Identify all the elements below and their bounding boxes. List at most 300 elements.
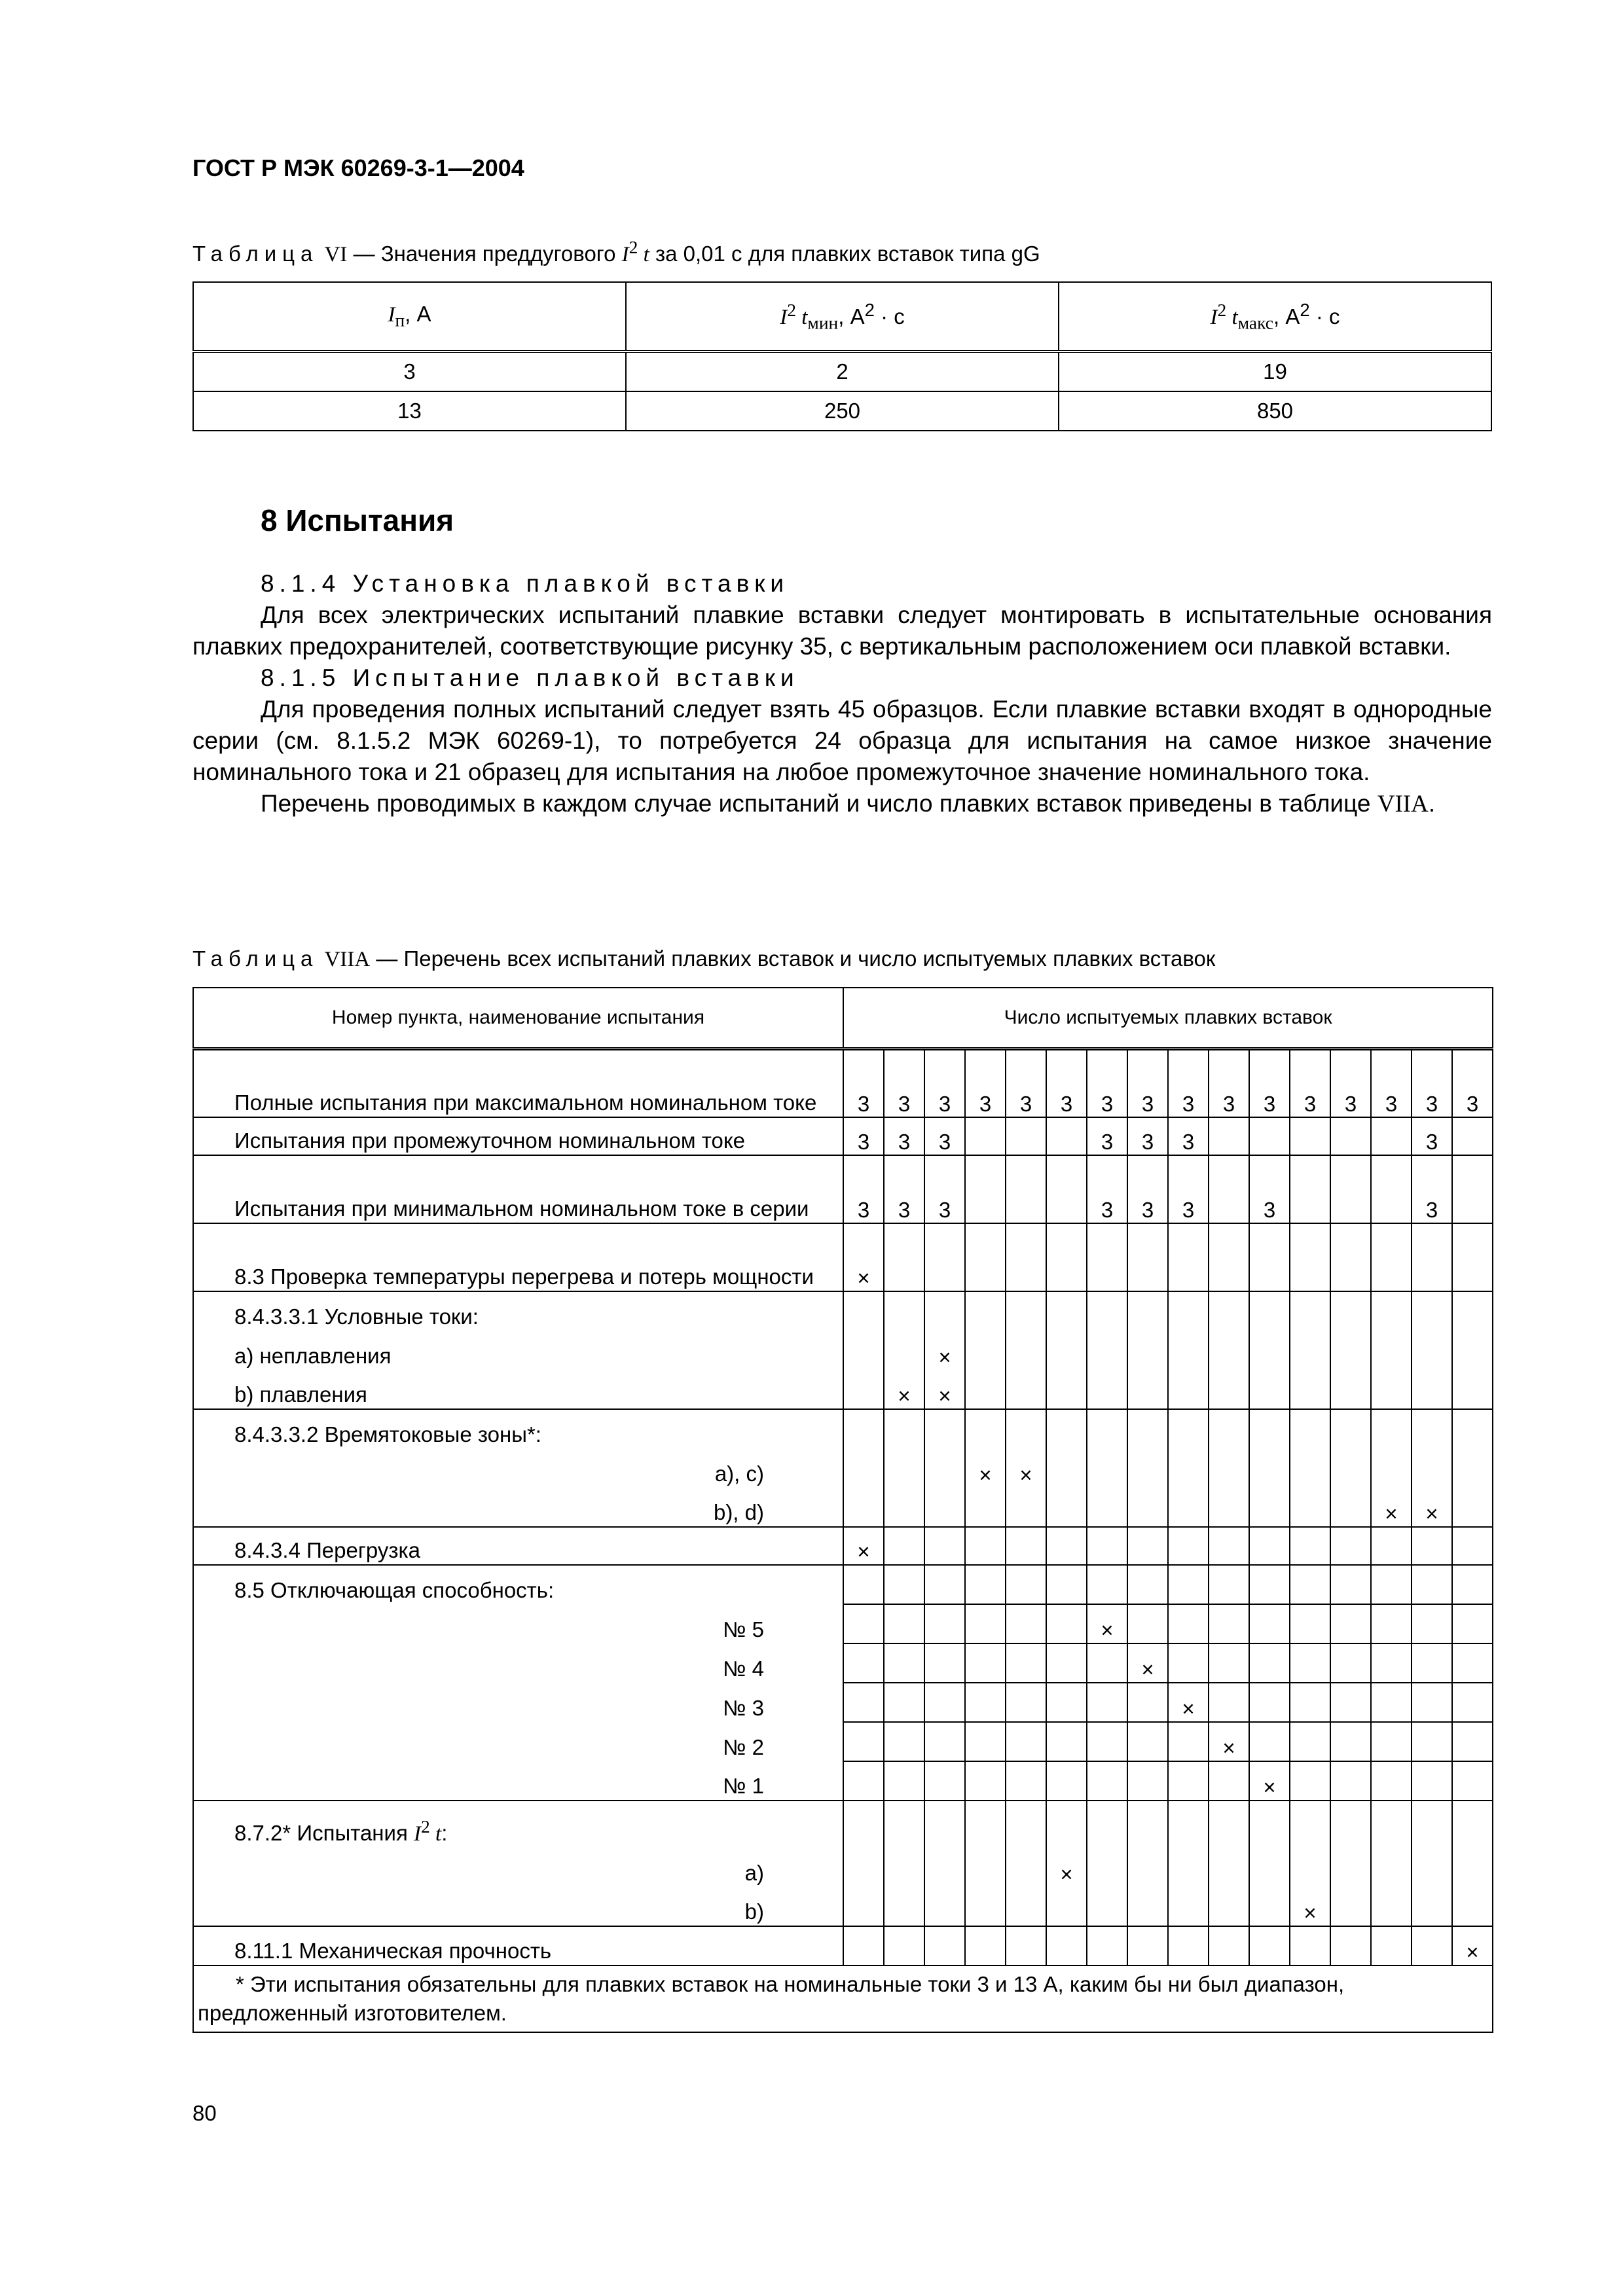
table7-cell (1330, 1155, 1371, 1223)
table7-cell (884, 1848, 924, 1887)
table7-cell: 3 (1168, 1117, 1209, 1155)
table7-cell (1087, 1887, 1127, 1926)
table7-cell (1249, 1331, 1290, 1370)
table7-cell (965, 1370, 1006, 1409)
table7-cell: × (1290, 1887, 1330, 1926)
table7-cell (1087, 1683, 1127, 1722)
table7-cell (965, 1488, 1006, 1527)
table-row: № 5 × (193, 1604, 1493, 1643)
body-text (192, 568, 1492, 820)
table7-cell (965, 1409, 1006, 1448)
table7-cell (1046, 1223, 1087, 1291)
table7-cell (1330, 1683, 1371, 1722)
table7-cell (1209, 1565, 1249, 1604)
table7-cell (1209, 1223, 1249, 1291)
table7-cell (843, 1488, 884, 1527)
table7-cell (1006, 1722, 1046, 1761)
table7-cell: 3 (1412, 1117, 1452, 1155)
table7-cell (1452, 1331, 1493, 1370)
table7-cell (965, 1565, 1006, 1604)
table7-cell (965, 1155, 1006, 1223)
table7-cell (924, 1643, 965, 1683)
table7-cell (1127, 1887, 1168, 1926)
table7-cell (1371, 1117, 1412, 1155)
table7-cell (1127, 1801, 1168, 1848)
table7-cell (884, 1527, 924, 1565)
table7-cell (1046, 1761, 1087, 1801)
table7-cell (1452, 1604, 1493, 1643)
table7-cell: 3 (1127, 1049, 1168, 1117)
table7-cell (1290, 1155, 1330, 1223)
table7-cell (1006, 1887, 1046, 1926)
table6-head-current: $I_п$, А (193, 282, 626, 351)
page-number: 80 (192, 2101, 217, 2125)
table7-cell (1412, 1643, 1452, 1683)
table-row: 8.4.3.3.2 Времятоковые зоны*: (193, 1409, 1493, 1448)
table7-cell (1168, 1722, 1209, 1761)
table7-cell (884, 1643, 924, 1683)
table7-cell (924, 1722, 965, 1761)
table7-cell (1412, 1565, 1452, 1604)
table7-cell (1006, 1291, 1046, 1331)
table7-cell: 3 (1330, 1049, 1371, 1117)
table7-cell (1290, 1926, 1330, 1965)
table7-cell (965, 1117, 1006, 1155)
table7-cell (1371, 1926, 1412, 1965)
table7-cell (843, 1291, 884, 1331)
table7-cell (1290, 1604, 1330, 1643)
table7-cell (924, 1448, 965, 1488)
table7-cell (1249, 1683, 1290, 1722)
table7-cell (1209, 1801, 1249, 1848)
table7-cell (965, 1761, 1006, 1801)
table7-cell (1330, 1722, 1371, 1761)
table7-cell: 3 (1412, 1049, 1452, 1117)
paragraph: Для проведения полных испытаний следует взять 45 образцов. Если плавкие вставки входят в однородные серии (см. 8.1.5.2 МЭК 60269-1), то потребуется 24 образца для испытания на самое низкое значение номинального тока и 21 образец для испытания на любое промежуточное значение номинального тока. (192, 696, 1492, 785)
table-row: № 2 × (193, 1722, 1493, 1761)
table7-cell (1452, 1683, 1493, 1722)
table7-cell: 3 (1371, 1049, 1412, 1117)
table7-cell (1249, 1643, 1290, 1683)
table7-cell (1452, 1155, 1493, 1223)
table7-cell (1168, 1643, 1209, 1683)
table7-cell (1371, 1223, 1412, 1291)
table-row: 8.5 Отключающая способность: (193, 1565, 1493, 1604)
table7-cell (924, 1761, 965, 1801)
table7-cell (924, 1223, 965, 1291)
table6-cell: 250 (626, 391, 1059, 431)
table7-cell (843, 1722, 884, 1761)
table7-cell (924, 1683, 965, 1722)
table7-cell (843, 1801, 884, 1848)
table7-cell (1168, 1291, 1209, 1331)
table7-cell (1006, 1223, 1046, 1291)
table7-cell (1046, 1604, 1087, 1643)
table7-cell (1087, 1801, 1127, 1848)
table6-cell: 3 (193, 351, 626, 391)
table7-cell (884, 1565, 924, 1604)
table-row: Испытания при промежуточном номинальном токе 3 3 3 3 3 3 3 (193, 1117, 1493, 1155)
table7-cell (965, 1683, 1006, 1722)
table7-cell (1249, 1488, 1290, 1527)
table7-cell (1127, 1565, 1168, 1604)
table7-cell (1209, 1370, 1249, 1409)
table7-cell (1168, 1761, 1209, 1801)
table7-cell (1168, 1223, 1209, 1291)
table7-cell (1006, 1155, 1046, 1223)
table7-cell (1371, 1565, 1412, 1604)
table7-cell (1371, 1722, 1412, 1761)
table7-cell (1371, 1683, 1412, 1722)
table7-cell (1452, 1887, 1493, 1926)
table7-caption: Таблица VIIA — Перечень всех испытаний плавких вставок и число испытуемых плавких вставок (192, 946, 1216, 971)
table7-cell (1249, 1409, 1290, 1448)
table7-cell (1371, 1155, 1412, 1223)
table7-cell (965, 1291, 1006, 1331)
table-row: № 4 × (193, 1643, 1493, 1683)
table7-cell: 3 (1168, 1049, 1209, 1117)
table7-cell (1412, 1409, 1452, 1448)
table7-cell (1209, 1848, 1249, 1887)
table7-cell (1249, 1565, 1290, 1604)
table7-cell: 3 (1087, 1049, 1127, 1117)
table7-cell (884, 1291, 924, 1331)
table7-cell: 3 (1087, 1117, 1127, 1155)
table7-cell (1006, 1331, 1046, 1370)
table7-cell (1127, 1722, 1168, 1761)
table7-cell: × (1127, 1643, 1168, 1683)
table6-head-i2t-min: $I^2$ $t_{мин}$, $А^2 \cdot с$ (626, 282, 1059, 351)
table7-cell (1330, 1488, 1371, 1527)
table7-cell (1290, 1488, 1330, 1527)
table7-cell (1087, 1926, 1127, 1965)
table7-cell (1087, 1488, 1127, 1527)
table7-cell (843, 1565, 884, 1604)
table7-cell (1046, 1370, 1087, 1409)
table7-cell (1290, 1801, 1330, 1848)
table7-cell (1127, 1527, 1168, 1565)
table6-cell: 13 (193, 391, 626, 431)
table-row: a) × (193, 1848, 1493, 1887)
table7-cell (1330, 1527, 1371, 1565)
table7-cell (1290, 1683, 1330, 1722)
paragraph: Для всех электрических испытаний плавкие вставки следует монтировать в испытательные основания плавких предохранителей, соответствующие рисунку 35, с вертикальным расположением оси плавкой вставки. (192, 601, 1492, 660)
table7-cell (1412, 1331, 1452, 1370)
table7-cell (1209, 1683, 1249, 1722)
table7-cell (1290, 1291, 1330, 1331)
table7-cell (1046, 1448, 1087, 1488)
table7-cell (1452, 1448, 1493, 1488)
table7-cell (843, 1331, 884, 1370)
table7-cell: 3 (884, 1049, 924, 1117)
table7-cell (1330, 1117, 1371, 1155)
table7-cell (1452, 1488, 1493, 1527)
table7-cell (965, 1722, 1006, 1761)
table-row: 8.7.2* Испытания $I^2$ t: (193, 1801, 1493, 1848)
table7-cell (1249, 1448, 1290, 1488)
table7-cell: 3 (924, 1117, 965, 1155)
table7-cell (1452, 1527, 1493, 1565)
table7-cell (1046, 1565, 1087, 1604)
table7-cell (1290, 1331, 1330, 1370)
table7-cell (1412, 1370, 1452, 1409)
table7-cell (884, 1926, 924, 1965)
table7-cell (1046, 1117, 1087, 1155)
table7-cell: 3 (1452, 1049, 1493, 1117)
table7-cell (1330, 1887, 1371, 1926)
table7-cell (1371, 1409, 1412, 1448)
table7-cell (965, 1848, 1006, 1887)
table7-cell: 3 (1168, 1155, 1209, 1223)
table7-cell (1330, 1291, 1371, 1331)
clause-815-heading: 8.1.5 Испытание плавкой вставки (261, 664, 799, 691)
table7-cell (1249, 1848, 1290, 1887)
table7-cell (1087, 1527, 1127, 1565)
table7-cell (1412, 1527, 1452, 1565)
table7-cell (965, 1223, 1006, 1291)
table7-cell (924, 1801, 965, 1848)
table7-cell (1006, 1761, 1046, 1801)
table-row (193, 1965, 1493, 2032)
table6-cell: 2 (626, 351, 1059, 391)
table7-cell (1087, 1409, 1127, 1448)
table7-cell (884, 1604, 924, 1643)
table7-cell (965, 1331, 1006, 1370)
document-header: ГОСТ Р МЭК 60269-3-1—2004 (192, 154, 524, 181)
table7-cell (1290, 1848, 1330, 1887)
table7-cell (1006, 1117, 1046, 1155)
table-row: b) × (193, 1887, 1493, 1926)
table7-cell (1330, 1448, 1371, 1488)
table7-head-test: Номер пункта, наименование испытания (193, 988, 843, 1049)
table7-cell (1412, 1887, 1452, 1926)
table7-cell (1452, 1223, 1493, 1291)
table7-cell (1371, 1370, 1412, 1409)
table7-cell (1209, 1527, 1249, 1565)
table7-cell (1006, 1801, 1046, 1848)
table7-cell (1006, 1643, 1046, 1683)
table6-row (193, 351, 1491, 391)
table6-caption: Таблица VI — Значения преддугового $I^2$ t за 0,01 с для плавких вставок типа gG (192, 237, 1040, 266)
table7-cell (1209, 1409, 1249, 1448)
table7-cell (1127, 1448, 1168, 1488)
table7-cell (1249, 1604, 1290, 1643)
table7-cell: 3 (884, 1117, 924, 1155)
table6 (192, 281, 1492, 431)
table-row: Испытания при минимальном номинальном токе в серии 3 3 3 3 3 3 3 3 (193, 1155, 1493, 1223)
table-row: a), c) × × (193, 1448, 1493, 1488)
table7-cell (1330, 1604, 1371, 1643)
table7-cell (1330, 1565, 1371, 1604)
table7-cell: 3 (965, 1049, 1006, 1117)
table7-cell: × (1209, 1722, 1249, 1761)
table7-cell (843, 1926, 884, 1965)
table7-cell (1371, 1331, 1412, 1370)
table7-cell: × (1452, 1926, 1493, 1965)
table7-footnote: * Эти испытания обязательны для плавких вставок на номинальные токи 3 и 13 А, каким бы ни был диапазон, предложенный изготовителем. (193, 1965, 1493, 2032)
table7-cell (924, 1926, 965, 1965)
table7-cell: 3 (843, 1049, 884, 1117)
table7 (192, 987, 1493, 2033)
table7-cell (1087, 1848, 1127, 1887)
table7-cell: 3 (1249, 1155, 1290, 1223)
table7-cell (1168, 1565, 1209, 1604)
table7-cell (924, 1488, 965, 1527)
table7-cell (884, 1223, 924, 1291)
table7-cell (1452, 1565, 1493, 1604)
table7-cell (1330, 1223, 1371, 1291)
table6-row (193, 391, 1491, 431)
table7-cell (1209, 1604, 1249, 1643)
table7-cell: × (924, 1370, 965, 1409)
clause-814-heading: 8.1.4 Установка плавкой вставки (261, 570, 790, 597)
table7-cell (1046, 1155, 1087, 1223)
table7-cell: × (843, 1527, 884, 1565)
table7-cell (843, 1604, 884, 1643)
table7-cell (1168, 1409, 1209, 1448)
table7-cell: 3 (843, 1117, 884, 1155)
table7-cell (1371, 1604, 1412, 1643)
table7-cell (1290, 1370, 1330, 1409)
table7-cell (1087, 1448, 1127, 1488)
table7-cell (1127, 1291, 1168, 1331)
table7-cell (1452, 1848, 1493, 1887)
table7-cell (884, 1448, 924, 1488)
section-title: 8 Испытания (261, 503, 454, 537)
table7-cell (1452, 1291, 1493, 1331)
table7-cell (1046, 1291, 1087, 1331)
table7-cell (843, 1887, 884, 1926)
table7-cell (1290, 1722, 1330, 1761)
table7-cell (884, 1722, 924, 1761)
table7-cell (924, 1291, 965, 1331)
table6-cell: 19 (1059, 351, 1491, 391)
table7-cell: 3 (1127, 1155, 1168, 1223)
table7-cell (843, 1370, 884, 1409)
table7-cell (1330, 1926, 1371, 1965)
table7-cell (1087, 1223, 1127, 1291)
table7-cell (1087, 1291, 1127, 1331)
table7-cell (1452, 1761, 1493, 1801)
table-row: 8.4.3.3.1 Условные токи: (193, 1291, 1493, 1331)
table7-cell: 3 (1209, 1049, 1249, 1117)
table7-cell (924, 1604, 965, 1643)
table7-cell (1168, 1370, 1209, 1409)
table7-cell (1046, 1331, 1087, 1370)
table7-cell (924, 1565, 965, 1604)
table7-cell (1209, 1331, 1249, 1370)
table7-cell (1087, 1761, 1127, 1801)
table7-cell (1330, 1409, 1371, 1448)
table7-cell (1412, 1722, 1452, 1761)
table7-cell (1371, 1643, 1412, 1683)
table7-cell (1290, 1448, 1330, 1488)
table7-cell (1452, 1409, 1493, 1448)
table7-cell: × (1371, 1488, 1412, 1527)
table7-cell (1209, 1926, 1249, 1965)
table7-cell (1127, 1370, 1168, 1409)
table7-cell (1006, 1409, 1046, 1448)
table7-cell: 3 (924, 1155, 965, 1223)
table7-cell (1087, 1643, 1127, 1683)
paragraph: Перечень проводимых в каждом случае испытаний и число плавких вставок приведены в таблице VIIA. (261, 790, 1436, 817)
table7-cell (1127, 1683, 1168, 1722)
table7-cell (1168, 1801, 1209, 1848)
table7-cell (924, 1848, 965, 1887)
table7-cell (1209, 1887, 1249, 1926)
table7-cell (1046, 1683, 1087, 1722)
table7-cell (1452, 1117, 1493, 1155)
table7-cell (1127, 1488, 1168, 1527)
table-row: b), d) × × (193, 1488, 1493, 1527)
table7-cell (843, 1409, 884, 1448)
table-row: № 1 × (193, 1761, 1493, 1801)
table7-cell (1087, 1331, 1127, 1370)
table7-cell (843, 1848, 884, 1887)
table7-cell: × (1412, 1488, 1452, 1527)
table7-cell (965, 1887, 1006, 1926)
table7-cell (1330, 1761, 1371, 1801)
table7-cell (1209, 1448, 1249, 1488)
table7-cell (843, 1448, 884, 1488)
table7-cell (965, 1527, 1006, 1565)
table7-cell: × (884, 1370, 924, 1409)
table7-cell (1209, 1643, 1249, 1683)
table7-cell (1412, 1848, 1452, 1887)
table7-cell (1290, 1409, 1330, 1448)
table7-cell: × (965, 1448, 1006, 1488)
table7-cell (1371, 1887, 1412, 1926)
table6-cell: 850 (1059, 391, 1491, 431)
table7-cell (1249, 1117, 1290, 1155)
table7-cell (1412, 1604, 1452, 1643)
table-row: 8.11.1 Механическая прочность × (193, 1926, 1493, 1965)
table7-cell (1412, 1448, 1452, 1488)
table7-cell (1046, 1722, 1087, 1761)
table7-cell (1127, 1223, 1168, 1291)
table7-cell (1168, 1926, 1209, 1965)
table7-cell: 3 (884, 1155, 924, 1223)
table7-cell (1209, 1291, 1249, 1331)
table7-cell: × (1249, 1761, 1290, 1801)
table7-cell (1330, 1848, 1371, 1887)
table-row: b) плавления × × (193, 1370, 1493, 1409)
table7-cell (843, 1643, 884, 1683)
table7-cell (884, 1488, 924, 1527)
table7-cell (1249, 1887, 1290, 1926)
table7-cell (1006, 1527, 1046, 1565)
table7-cell: 3 (1249, 1049, 1290, 1117)
table-row: № 3 × (193, 1683, 1493, 1722)
table7-cell (1046, 1488, 1087, 1527)
table7-cell (1452, 1370, 1493, 1409)
table7-cell (884, 1801, 924, 1848)
table7-cell (1209, 1761, 1249, 1801)
table7-cell (1412, 1801, 1452, 1848)
table7-cell: × (924, 1331, 965, 1370)
table7-cell (884, 1331, 924, 1370)
table7-cell (1290, 1223, 1330, 1291)
table7-cell (1290, 1643, 1330, 1683)
table7-cell (1168, 1604, 1209, 1643)
table7-cell (1127, 1848, 1168, 1887)
table7-cell (1290, 1761, 1330, 1801)
table7-cell (924, 1527, 965, 1565)
table7-cell (1168, 1527, 1209, 1565)
table7-cell (1209, 1488, 1249, 1527)
table7-cell (1371, 1848, 1412, 1887)
table7-cell: × (1168, 1683, 1209, 1722)
